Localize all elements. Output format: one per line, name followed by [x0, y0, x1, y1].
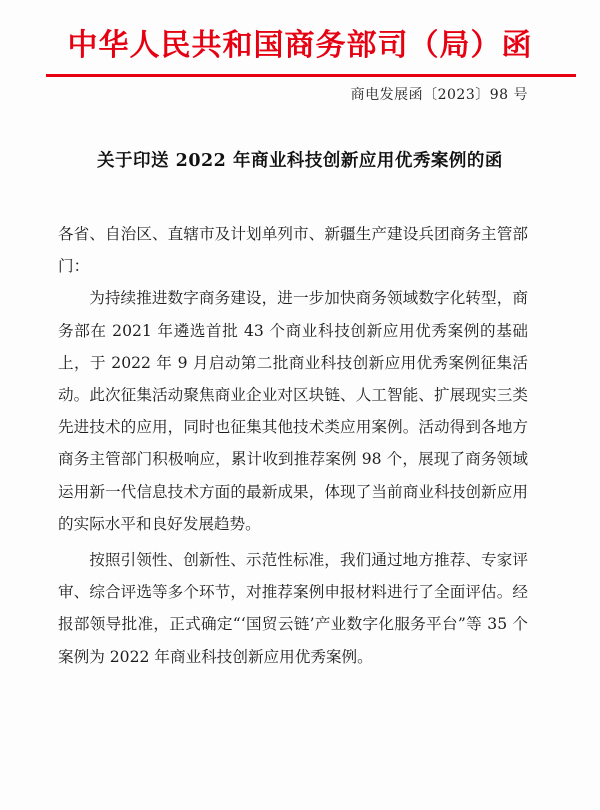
red-divider-line: [46, 74, 576, 77]
document-title: 关于印送 2022 年商业科技创新应用优秀案例的函: [97, 151, 503, 171]
body-paragraph-1: 为持续推进数字商务建设，进一步加快商务领域数字化转型，商务部在 2021 年遴选首批 43 个商业科技创新应用优秀案例的基础上，于 2022 年 9 月启动第二批商业科技创新应用优秀案例征集活动。此次征集活动聚焦商业企业对区块链、人工智能、扩展现实三类先进技术的应用，同时也征集其他技术类应用案例。活动得到各地方商务主管部门积极响应，累计收到推荐案例 98 个，展现了商务领域运用新一代信息技术方面的最新成果，体现了当前商业科技创新应用的实际水平和良好发展趋势。: [58, 289, 528, 533]
salutation: 各省、自治区、直辖市及计划单列市、新疆生产建设兵团商务主管部门：: [58, 225, 528, 276]
document-number: 商电发展函〔2023〕98 号: [350, 87, 528, 103]
body-paragraph-2: 按照引领性、创新性、示范性标准，我们通过地方推荐、专家评审、综合评选等多个环节，对推荐案例申报材料进行了全面评估。经报部领导批准，正式确定“‘国贸云链’产业数字化服务平台”等 35 个案例为 2022 年商业科技创新应用优秀案例。: [58, 551, 528, 666]
letter-body: [58, 218, 528, 673]
masthead-title: 中华人民共和国商务部司（局）函: [67, 28, 533, 63]
